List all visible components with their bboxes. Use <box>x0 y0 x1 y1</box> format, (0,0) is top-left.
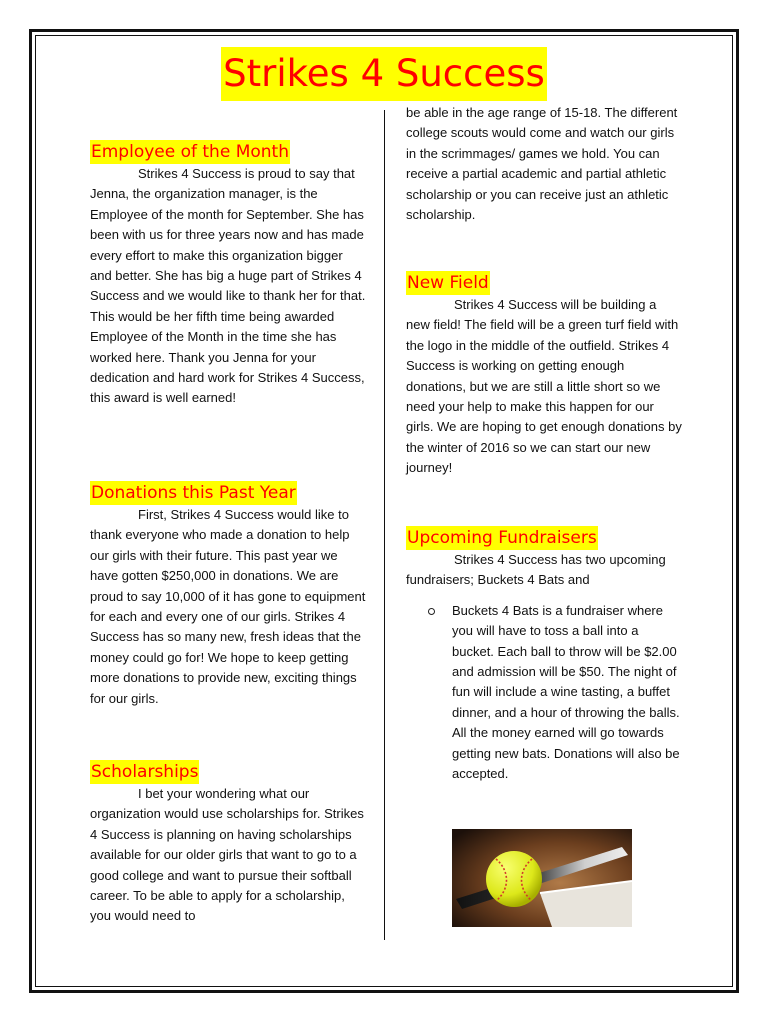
softball-photo <box>452 829 632 927</box>
left-column-donations <box>90 481 366 709</box>
section-heading-donations: Donations this Past Year <box>91 483 296 503</box>
donations-paragraph: First, Strikes 4 Success would like to thank everyone who made a donation to help our girls with their future. This past year we have gotten $250,000 in donations. We are proud to say 10,000 of it has gone to equipment for each and every one of our girls. Strikes 4 Success has so many new, fresh ideas that the money could go for! We hope to keep getting more donations to provide new, exciting things for our girls. <box>90 507 366 706</box>
fundraiser-list <box>428 601 682 785</box>
softball-and-bat-icon <box>452 829 632 927</box>
scholarships-paragraph: I bet your wondering what our organization would use scholarships for. Strikes 4 Success is planning on having scholarships available for our older girls that want to go to a good college and want to pursue their softball career. To be able to apply for a scholarship, you would need to <box>90 786 364 924</box>
section-heading-fundraisers: Upcoming Fundraisers <box>407 528 597 548</box>
new-field-paragraph: Strikes 4 Success will be building a new field! The field will be a green turf field with the logo in the middle of the outfield. Strikes 4 Success is working on getting enough donations, but we are still a little short so we need your help to make this happen for our girls. We are hoping to get enough donations by the winter of 2016 so we can start our new journey! <box>406 297 682 476</box>
section-heading-employee: Employee of the Month <box>91 142 289 162</box>
column-divider <box>384 110 385 940</box>
left-column-scholarships <box>90 760 366 927</box>
right-column-fundraisers <box>406 526 682 784</box>
section-heading-scholarships: Scholarships <box>91 762 199 782</box>
title-wrapper <box>0 47 768 101</box>
right-column-scholarships-cont <box>406 103 682 225</box>
fundraisers-intro: Strikes 4 Success has two upcoming fundraisers; Buckets 4 Bats and <box>406 552 666 588</box>
right-column-new-field <box>406 271 682 479</box>
scholarships-continued-paragraph: be able in the age range of 15-18. The different college scouts would come and watch our girls in the scrimmages/ games we hold. You can receive a partial academic and partial athletic scholarship or you can receive just an athletic scholarship. <box>406 105 678 223</box>
employee-paragraph: Strikes 4 Success is proud to say that Jenna, the organization manager, is the Employee of the month for September. She has been with us for three years now and has made every effort to make this organization bigger and better. She has big a huge part of Strikes 4 Success and we would like to thank her for that. This would be her fifth time being awarded Employee of the Month in the time she has worked here. Thank you Jenna for your dedication and hard work for Strikes 4 Success, this award is well earned! <box>90 166 366 406</box>
newsletter-title: Strikes 4 Success <box>221 47 547 101</box>
left-column <box>90 140 366 409</box>
section-heading-new-field: New Field <box>407 273 489 293</box>
fundraiser-list-item: Buckets 4 Bats is a fundraiser where you will have to toss a ball into a bucket. Each ball to throw will be $2.00 and admission will be $50. The night of fun will include a wine tasting, a buffet dinner, and a hour of throwing the balls. All the money earned will go towards getting new bats. Donations will also be accepted. <box>428 601 682 785</box>
